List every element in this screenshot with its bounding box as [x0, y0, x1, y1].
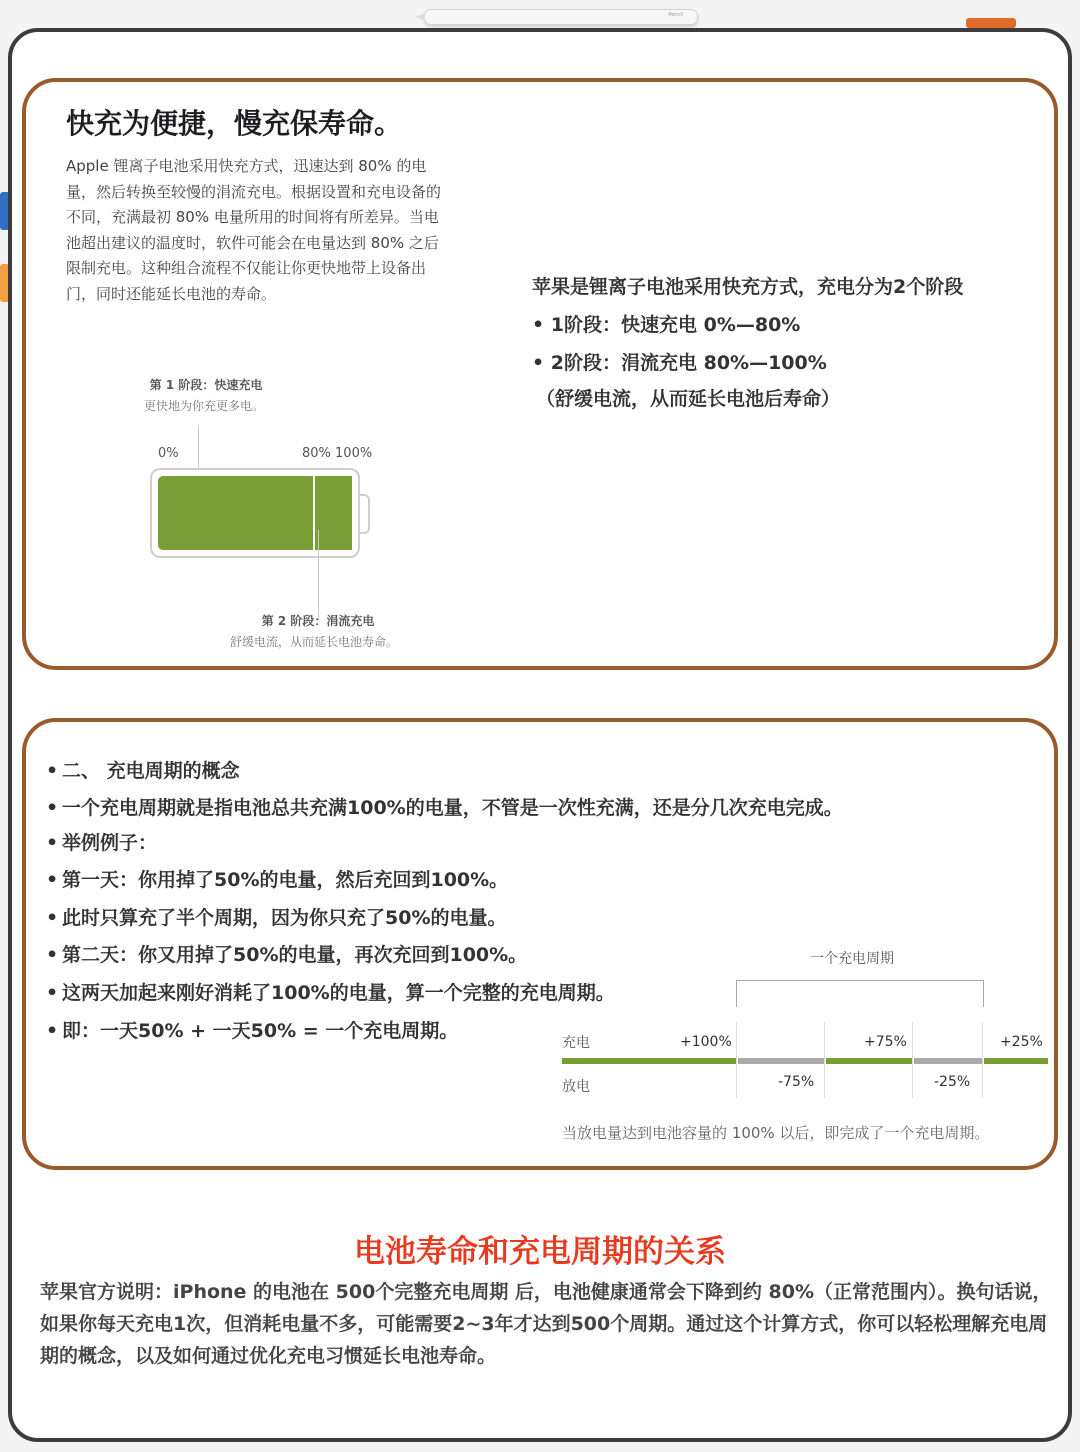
- battery-terminal: [360, 494, 370, 534]
- list-item: [46, 903, 506, 930]
- battery-fill: [158, 476, 352, 550]
- intro-line: 量，然后转换至较慢的涓流充电。根据设置和充电设备的: [66, 182, 442, 201]
- stage2-title: 第 2 阶段：涓流充电: [261, 614, 375, 628]
- section-title: 电池寿命和充电周期的关系: [354, 1234, 726, 1270]
- discharge-bar: [914, 1058, 982, 1064]
- list-item-text: 这两天加起来刚好消耗了100%的电量，算一个完整的充电周期。: [62, 982, 615, 1004]
- battery-stage-divider: [313, 476, 315, 550]
- stage1-subtitle: 更快地为你充更多电。: [143, 399, 264, 413]
- discharge-label: 放电: [562, 1079, 590, 1095]
- stage2-subtitle: 舒缓电流，从而延长电池寿命。: [229, 635, 398, 649]
- diagram-caption: 当放电量达到电池容量的 100% 以后，即完成了一个充电周期。: [562, 1124, 990, 1142]
- card1-intro: [66, 154, 456, 308]
- segment-divider: [824, 1022, 825, 1098]
- right-heading: 苹果是锂离子电池采用快充方式，充电分为2个阶段: [532, 276, 964, 298]
- charge-value: +75%: [864, 1034, 907, 1050]
- right-note: （舒缓电流，从而延长电池后寿命）: [536, 388, 841, 410]
- battery-label-0: 0%: [158, 446, 179, 461]
- charge-label: 充电: [562, 1035, 590, 1051]
- segment-divider: [982, 1022, 983, 1098]
- list-item-text: 一个充电周期就是指电池总共充满100%的电量，不管是一次性充满，还是分几次充电完成。: [62, 797, 843, 819]
- charge-bar: [826, 1058, 912, 1064]
- list-item: [46, 865, 508, 892]
- bullet-dot: •: [46, 760, 59, 782]
- segment-divider: [912, 1022, 913, 1098]
- list-item: [46, 978, 615, 1005]
- apple-pencil-image: [424, 9, 698, 25]
- stage1-title: 第 1 阶段：快速充电: [149, 378, 263, 392]
- list-item: [46, 1016, 458, 1043]
- charge-value: +25%: [1000, 1034, 1043, 1050]
- list-item-text: 即：一天50% + 一天50% = 一个充电周期。: [62, 1020, 459, 1042]
- stage2-pointer-line: [318, 530, 319, 620]
- intro-line: 不同，充满最初 80% 电量所用的时间将有所差异。当电: [66, 208, 439, 227]
- battery-label-80-100: 80% 100%: [302, 446, 373, 461]
- card1-title: 快充为便捷，慢充保寿命。: [66, 107, 403, 140]
- charge-value: +100%: [680, 1034, 732, 1050]
- intro-line: 限制充电。这种组合流程不仅能让你更快地带上设备出: [66, 259, 427, 278]
- discharge-value: -25%: [934, 1074, 971, 1090]
- right-bullet: • 1阶段：快速充电 0%—80%: [532, 314, 801, 336]
- bullet-dot: •: [46, 907, 59, 929]
- bullet-dot: •: [46, 797, 59, 819]
- charging-stages-card: [22, 78, 1058, 670]
- list-item-text: 第二天：你又用掉了50%的电量，再次充回到100%。: [62, 944, 528, 966]
- right-bullet-text: 2阶段：涓流充电 80%—100%: [550, 352, 827, 374]
- intro-line: 池超出建议的温度时，软件可能会在电量达到 80% 之后: [66, 233, 439, 252]
- list-item-text: 第一天：你用掉了50%的电量，然后充回到100%。: [62, 869, 509, 891]
- segment-divider: [736, 1022, 737, 1098]
- intro-line: Apple 锂离子电池采用快充方式，迅速达到 80% 的电: [66, 157, 427, 175]
- intro-line: 门，同时还能延长电池的寿命。: [66, 284, 277, 303]
- charge-bar: [984, 1058, 1048, 1064]
- bullet-dot: •: [46, 1020, 59, 1042]
- list-item-text: 此时只算充了半个周期，因为你只充了50%的电量。: [62, 907, 507, 929]
- bullet-dot: •: [46, 944, 59, 966]
- list-item: [46, 756, 240, 783]
- list-item: [46, 793, 843, 820]
- bullet-dot: •: [46, 869, 59, 891]
- discharge-value: -75%: [778, 1074, 815, 1090]
- list-item-text: 举例例子：: [62, 832, 158, 854]
- charge-cycle-card: [22, 718, 1058, 1170]
- battery-graphic: [150, 468, 360, 558]
- bullet-dot: •: [46, 982, 59, 1004]
- cycle-label: 一个充电周期: [810, 951, 894, 967]
- pencil-tip: [415, 13, 425, 21]
- cycle-bracket: [736, 980, 984, 1007]
- right-bullet: • 2阶段：涓流充电 80%—100%: [532, 352, 827, 374]
- section-body: 苹果官方说明：iPhone 的电池在 500个完整充电周期 后，电池健康通常会下降到约 80%（正常范围内）。换句话说，如果你每天充电1次，但消耗电量不多，可能需要2~3年才达到500个周期。通过这个计算方式，你可以轻松理解充电周期的概念，以及如何通过优化充电习惯延长电池寿命。: [40, 1281, 1052, 1367]
- discharge-bar: [738, 1058, 824, 1064]
- charge-bar: [562, 1058, 736, 1064]
- list-item: [46, 828, 157, 855]
- device-top-button: [966, 18, 1016, 28]
- pencil-brand-text: Pencil: [668, 12, 683, 18]
- list-item: [46, 940, 527, 967]
- right-bullet-text: 1阶段：快速充电 0%—80%: [550, 314, 801, 336]
- bullet-dot: •: [46, 832, 59, 854]
- list-item-text: 二、 充电周期的概念: [62, 760, 240, 782]
